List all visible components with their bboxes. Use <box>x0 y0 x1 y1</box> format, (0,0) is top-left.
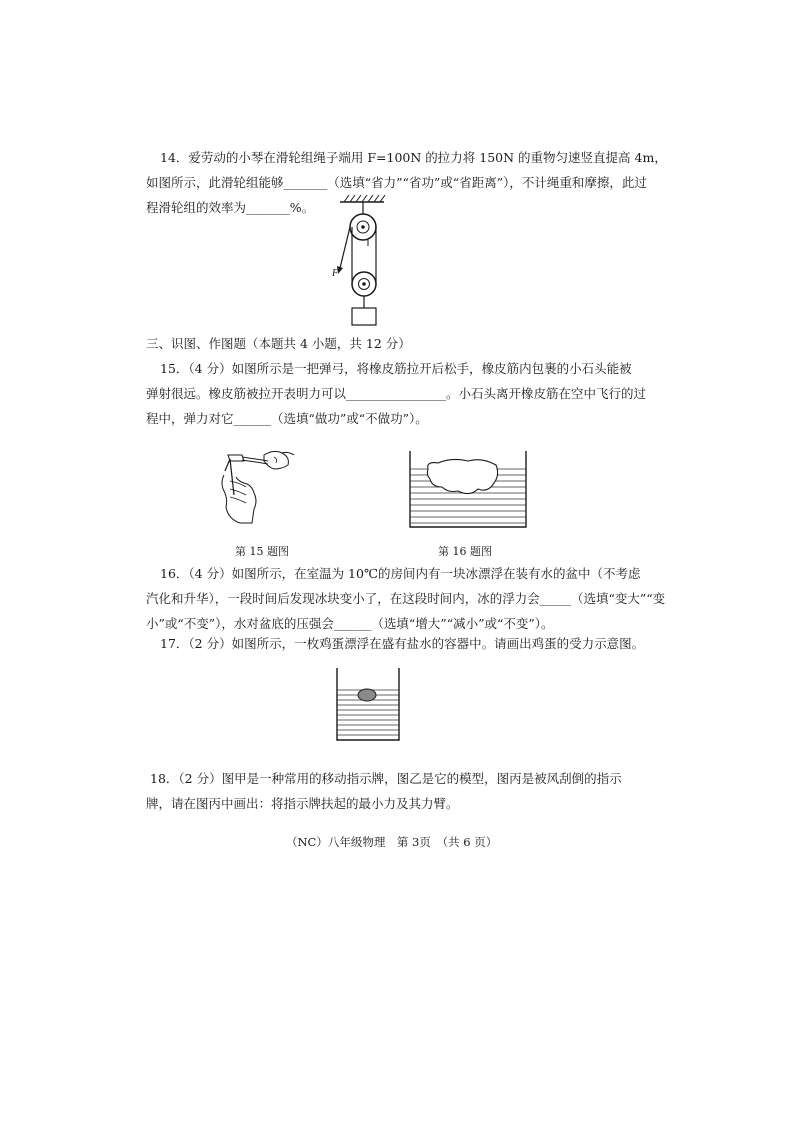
slingshot-figure <box>216 447 306 527</box>
q17-line-1: 17．（2 分）如图所示，一枚鸡蛋漂浮在盛有盐水的容器中。请画出鸡蛋的受力示意图。 <box>160 636 645 651</box>
ice-basin-figure <box>408 451 528 531</box>
q18-line-2: 牌，请在图丙中画出：将指示牌扶起的最小力及其力臂。 <box>146 796 459 811</box>
q16-line-3: 小”或“不变”），水对盆底的压强会______（选填“增大”“减小”或“不变”）。 <box>146 616 554 631</box>
q14-line-1: 14．爱劳动的小琴在滑轮组绳子端用 F=100N 的拉力将 150N 的重物匀速竖直提高 4m， <box>160 150 667 165</box>
q14-line-3: 程滑轮组的效率为_______%。 <box>146 200 315 215</box>
q14-line-2: 如图所示，此滑轮组能够_______（选填“省力”“省功”或“省距离”），不计绳重和摩擦，此过 <box>146 175 647 190</box>
q18-line-1: 18．（2 分）图甲是一种常用的移动指示牌，图乙是它的模型，图丙是被风刮倒的指示 <box>150 771 622 786</box>
egg-container-figure <box>334 668 402 744</box>
q15-line-1: 15．（4 分）如图所示是一把弹弓，将橡皮筋拉开后松手，橡皮筋内包裹的小石头能被 <box>160 361 632 376</box>
q16-line-2: 汽化和升华），一段时间后发现冰块变小了，在这段时间内，冰的浮力会_____（选填“变大”“变 <box>146 591 666 606</box>
q15-caption: 第 15 题图 <box>235 545 289 558</box>
q15-line-3: 程中，弹力对它______（选填“做功”或“不做功”）。 <box>146 411 428 426</box>
q16-line-1: 16．（4 分）如图所示，在室温为 10℃的房间内有一块冰漂浮在装有水的盆中（不考虑 <box>160 566 641 581</box>
section-3-heading: 三、识图、作图题（本题共 4 小题，共 12 分） <box>146 336 411 351</box>
q15-line-2: 弹射很远。橡皮筋被拉开表明力可以________________。小石头离开橡皮筋在空中飞行的过 <box>146 386 647 401</box>
egg-icon <box>358 689 376 701</box>
pulley-figure <box>332 194 392 329</box>
force-label: F <box>332 268 339 279</box>
q16-caption: 第 16 题图 <box>438 545 492 558</box>
page-footer: （NC）八年级物理 第 3页 （共 6 页） <box>286 835 498 849</box>
